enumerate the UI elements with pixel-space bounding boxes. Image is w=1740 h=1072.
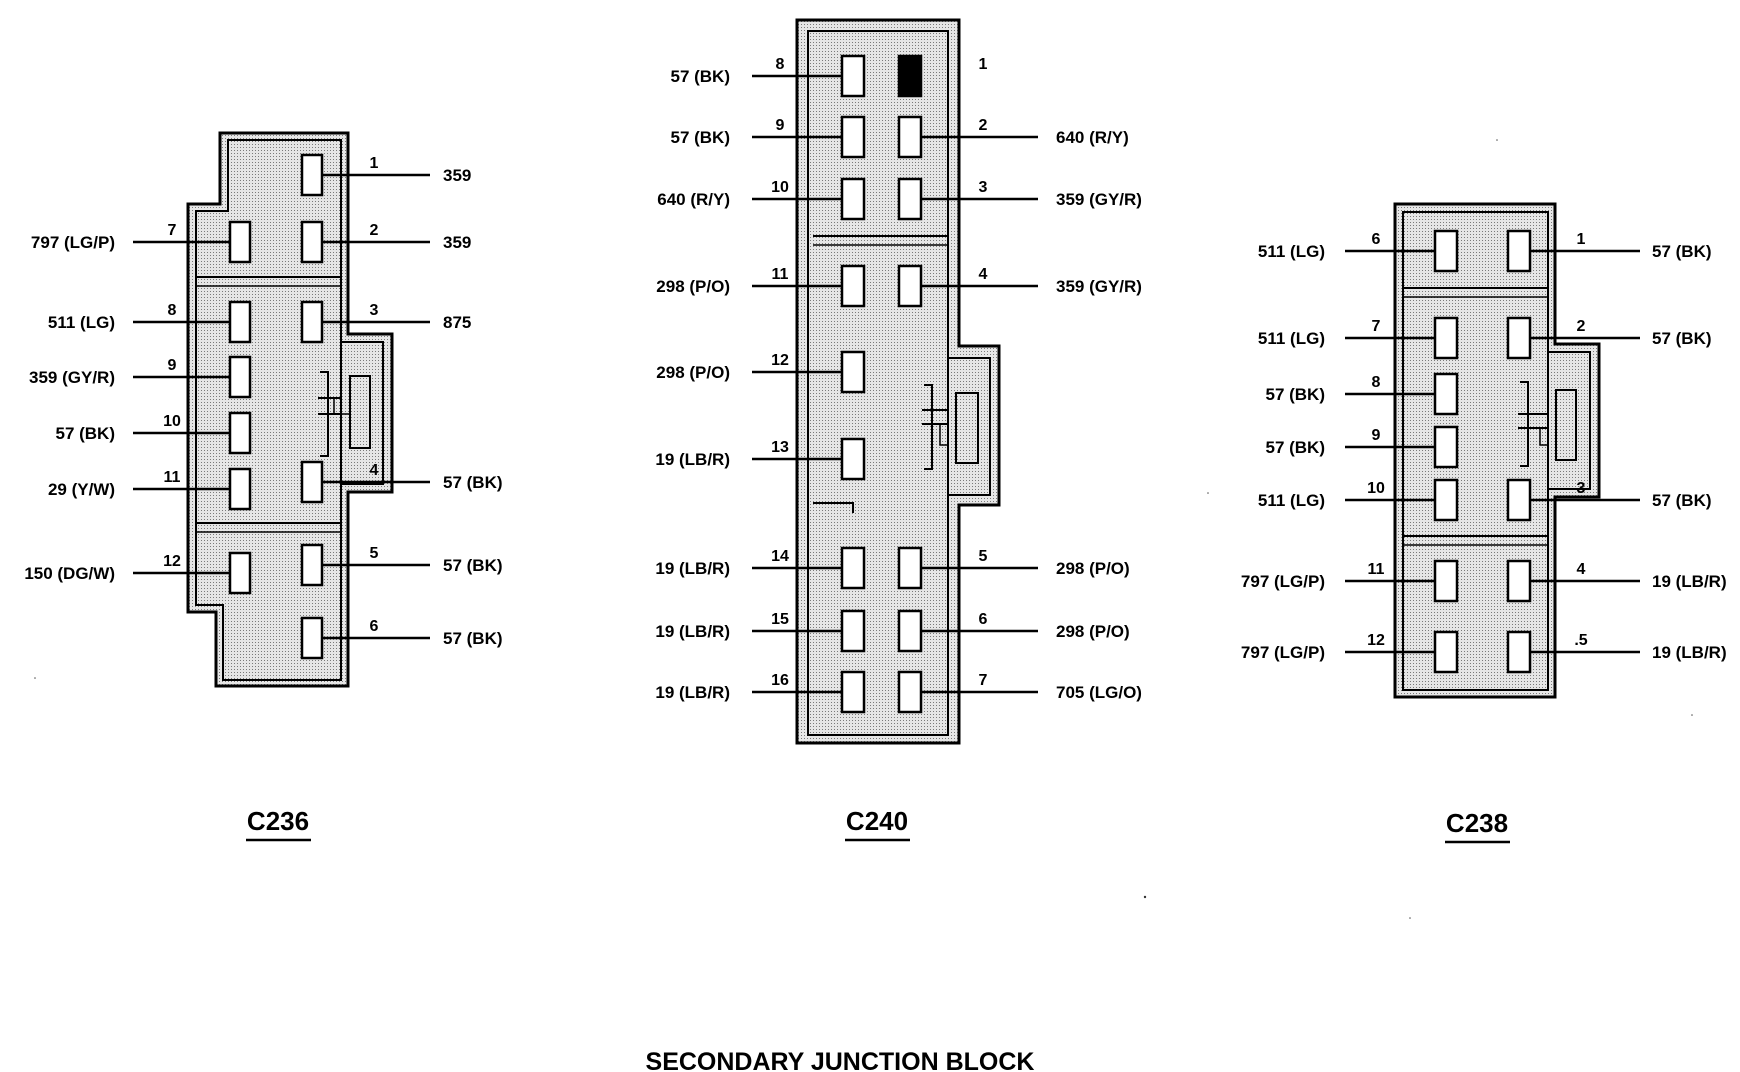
pin-cavity: [1508, 318, 1530, 358]
pin-cavity: [1508, 231, 1530, 271]
pin-cavity: [302, 302, 322, 342]
pin-number: 9: [167, 357, 177, 374]
wire-label: 797 (LG/P): [30, 233, 115, 252]
pin-number: 5: [978, 548, 988, 565]
connector-name-c240: C240: [845, 806, 909, 836]
wire-label: 359: [443, 166, 472, 185]
pin-number: 2: [369, 222, 379, 239]
wire-label: 298 (P/O): [656, 363, 730, 382]
pin-number: 6: [978, 611, 988, 628]
pin-number: 1: [978, 56, 988, 73]
pin-cavity: [302, 155, 322, 195]
pin-cavity: [1508, 480, 1530, 520]
wire-label: 57 (BK): [670, 128, 730, 147]
pin-number: 3: [978, 179, 988, 196]
pin-cavity: [302, 618, 322, 658]
pin-cavity: [899, 179, 921, 219]
pin-cavity: [842, 548, 864, 588]
pin-cavity: [899, 548, 921, 588]
diagram-title: SECONDARY JUNCTION BLOCK: [645, 1048, 1035, 1072]
pin-cavity: [1435, 561, 1457, 601]
pin-cavity: [842, 56, 864, 96]
pin-cavity: [1435, 374, 1457, 414]
pin-number: 14: [771, 548, 789, 565]
pin-number: 10: [163, 413, 181, 430]
wire-label: 57 (BK): [443, 473, 503, 492]
wire-label: 511 (LG): [1257, 491, 1325, 510]
pin-cavity: [302, 545, 322, 585]
wire-label: 359 (GY/R): [1056, 190, 1142, 209]
wire-label: 298 (P/O): [1056, 622, 1130, 641]
wire-label: 19 (LB/R): [655, 450, 730, 469]
wire-label: 57 (BK): [55, 424, 115, 443]
pin-number: 4: [369, 462, 379, 479]
pin-number: 7: [167, 222, 177, 239]
pin-cavity: [899, 56, 921, 96]
wire-label: 359 (GY/R): [29, 368, 115, 387]
pin-number: 1: [369, 155, 379, 172]
wire-label: 19 (LB/R): [1652, 572, 1727, 591]
pin-number: 6: [369, 618, 379, 635]
pin-cavity: [899, 117, 921, 157]
wire-label: 19 (LB/R): [1652, 643, 1727, 662]
pin-number: 3: [1576, 480, 1586, 497]
pin-number: 11: [163, 469, 181, 486]
wire-label: 705 (LG/O): [1056, 683, 1142, 702]
pin-number: 2: [978, 117, 988, 134]
wire-label: 57 (BK): [670, 67, 730, 86]
pin-cavity: [230, 413, 250, 453]
wire-label: 640 (R/Y): [1056, 128, 1129, 147]
pin-cavity: [899, 672, 921, 712]
wire-label: 19 (LB/R): [655, 683, 730, 702]
wire-label: 511 (LG): [47, 313, 115, 332]
pin-cavity: [842, 117, 864, 157]
pin-cavity: [230, 553, 250, 593]
connector-name-c236: C236: [246, 806, 310, 836]
connector-name-c238: C238: [1445, 808, 1509, 838]
wire-label: 57 (BK): [1265, 385, 1325, 404]
pin-number: 11: [771, 266, 789, 283]
pin-cavity: [230, 302, 250, 342]
pin-cavity: [842, 266, 864, 306]
wire-label: 57 (BK): [443, 556, 503, 575]
wire-label: 359 (GY/R): [1056, 277, 1142, 296]
pin-number: 11: [1367, 561, 1385, 578]
pin-cavity: [1435, 480, 1457, 520]
connector-c238: [1395, 204, 1599, 842]
pin-cavity: [1508, 632, 1530, 672]
wire-label: 150 (DG/W): [24, 564, 115, 583]
wire-label: 359: [443, 233, 472, 252]
wire-label: 57 (BK): [1652, 242, 1712, 261]
pin-cavity: [842, 611, 864, 651]
pin-number: 12: [771, 352, 789, 369]
pin-cavity: [899, 266, 921, 306]
pin-cavity: [1435, 318, 1457, 358]
pin-number: .5: [1574, 632, 1588, 649]
pin-number: 15: [771, 611, 789, 628]
wire-label: 298 (P/O): [1056, 559, 1130, 578]
wire-label: 57 (BK): [443, 629, 503, 648]
wire-label: 19 (LB/R): [655, 622, 730, 641]
pin-number: 7: [978, 672, 988, 689]
pin-number: 5: [369, 545, 379, 562]
pin-number: 12: [1367, 632, 1385, 649]
connector-c236: [188, 133, 392, 840]
pin-number: 8: [1371, 374, 1381, 391]
wire-label: 29 (Y/W): [47, 480, 115, 499]
wire-label: 57 (BK): [1652, 329, 1712, 348]
pin-cavity: [842, 439, 864, 479]
wire-label: 640 (R/Y): [657, 190, 730, 209]
wire-label: 797 (LG/P): [1240, 572, 1325, 591]
pin-number: 9: [775, 117, 785, 134]
pin-number: 6: [1371, 231, 1381, 248]
pin-number: 8: [775, 56, 785, 73]
pin-number: 9: [1371, 427, 1381, 444]
wire-label: 875: [443, 313, 472, 332]
pin-cavity: [842, 672, 864, 712]
pin-cavity: [842, 352, 864, 392]
pin-number: 12: [163, 553, 181, 570]
wire-label: 57 (BK): [1652, 491, 1712, 510]
pin-cavity: [842, 179, 864, 219]
pin-cavity: [302, 222, 322, 262]
pin-cavity: [302, 462, 322, 502]
pin-number: 10: [1367, 480, 1385, 497]
pin-number: 4: [1576, 561, 1586, 578]
wire-label: 511 (LG): [1257, 242, 1325, 261]
pin-number: 1: [1576, 231, 1586, 248]
wire-label: 511 (LG): [1257, 329, 1325, 348]
pin-cavity: [1435, 427, 1457, 467]
pin-number: 16: [771, 672, 789, 689]
pin-cavity: [899, 611, 921, 651]
pin-cavity: [230, 357, 250, 397]
pin-number: 10: [771, 179, 789, 196]
wire-label: 797 (LG/P): [1240, 643, 1325, 662]
pin-cavity: [1508, 561, 1530, 601]
pin-cavity: [1435, 231, 1457, 271]
pin-number: 2: [1576, 318, 1586, 335]
pin-number: 8: [167, 302, 177, 319]
pin-number: 7: [1371, 318, 1381, 335]
pin-number: 3: [369, 302, 379, 319]
wire-label: 19 (LB/R): [655, 559, 730, 578]
pin-cavity: [230, 222, 250, 262]
wire-label: 298 (P/O): [656, 277, 730, 296]
wire-label: 57 (BK): [1265, 438, 1325, 457]
pin-cavity: [230, 469, 250, 509]
pin-number: 4: [978, 266, 988, 283]
pin-cavity: [1435, 632, 1457, 672]
pin-number: 13: [771, 439, 789, 456]
